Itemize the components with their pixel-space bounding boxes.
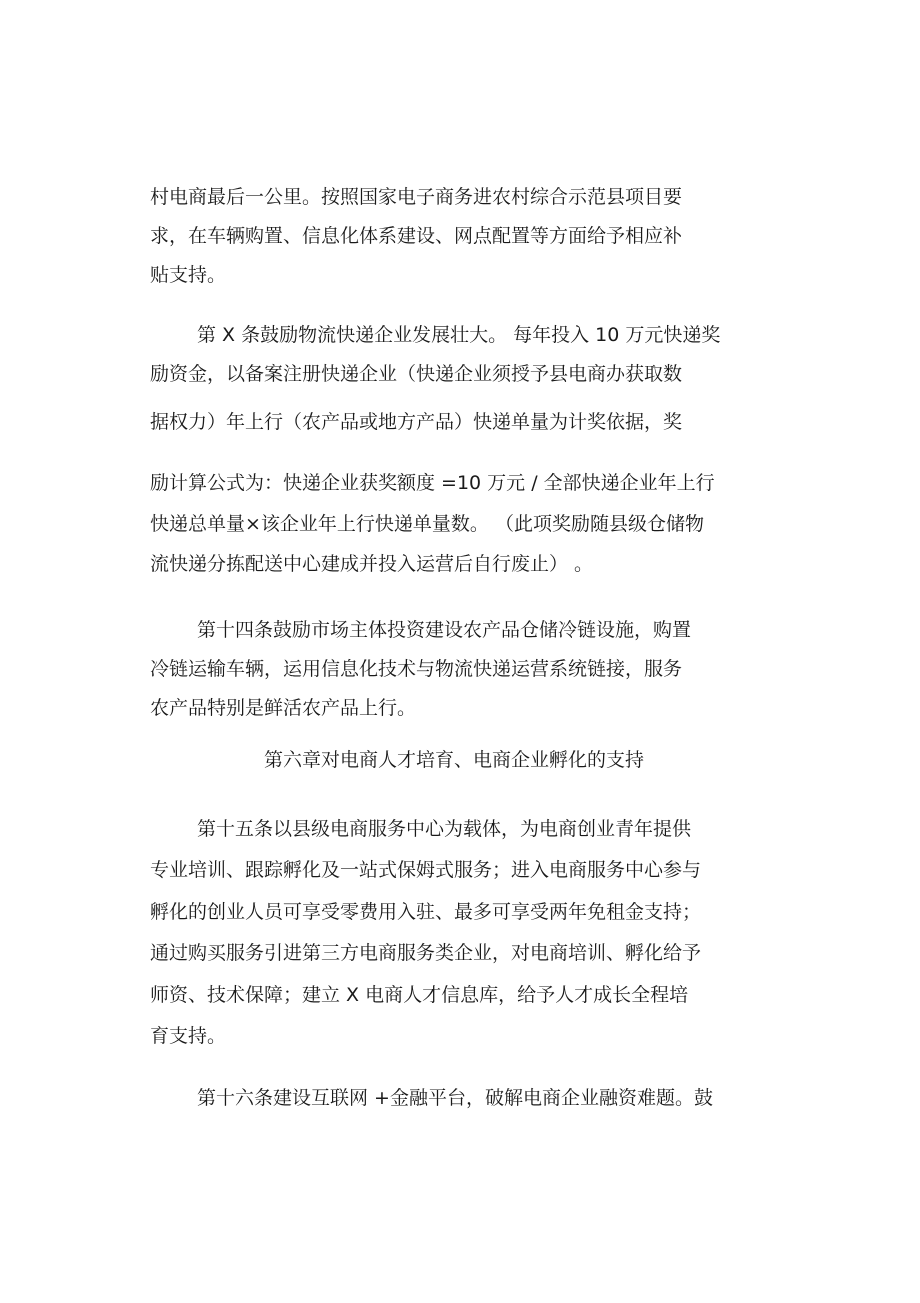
chapter-heading: 第六章对电商人才培育、电商企业孵化的支持 [264,749,645,771]
text-line: 第十五条以县级电商服务中心为载体，为电商创业青年提供 [197,818,692,840]
text-line: 农产品特别是鲜活农产品上行。 [150,697,417,719]
text-line: 师资、技术保障；建立 X 电商人才信息库，给予人才成长全程培 [150,984,689,1006]
text-line: 励计算公式为：快递企业获奖额度 =10 万元 / 全部快递企业年上行 [150,472,715,494]
text-line: 流快递分拣配送中心建成并投入运营后自行废止） 。 [150,553,594,575]
text-line: 第十四条鼓励市场主体投资建设农产品仓储冷链设施，购置 [197,619,692,641]
text-line: 求，在车辆购置、信息化体系建设、网点配置等方面给予相应补 [150,225,683,247]
text-line: 第十六条建设互联网 +金融平台，破解电商企业融资难题。鼓 [197,1087,713,1109]
text-line: 育支持。 [150,1025,227,1047]
text-line: 贴支持。 [150,264,227,286]
text-line: 村电商最后一公里。按照国家电子商务进农村综合示范县项目要 [150,186,683,208]
text-line: 冷链运输车辆，运用信息化技术与物流快递运营系统链接，服务 [150,658,683,680]
text-line: 通过购买服务引进第三方电商服务类企业，对电商培训、孵化给予 [150,942,702,964]
text-line: 据权力）年上行（农产品或地方产品）快递单量为计奖依据，奖 [150,411,683,433]
text-line: 第 X 条鼓励物流快递企业发展壮大。 每年投入 10 万元快递奖 [197,324,721,346]
text-line: 专业培训、跟踪孵化及一站式保姆式服务；进入电商服务中心参与 [150,859,702,881]
text-line: 孵化的创业人员可享受零费用入驻、最多可享受两年免租金支持； [150,901,702,923]
text-line: 励资金，以备案注册快递企业（快递企业须授予县电商办获取数 [150,363,683,385]
text-line: 快递总单量×该企业年上行快递单量数。 （此项奖励随县级仓储物 [150,513,704,535]
